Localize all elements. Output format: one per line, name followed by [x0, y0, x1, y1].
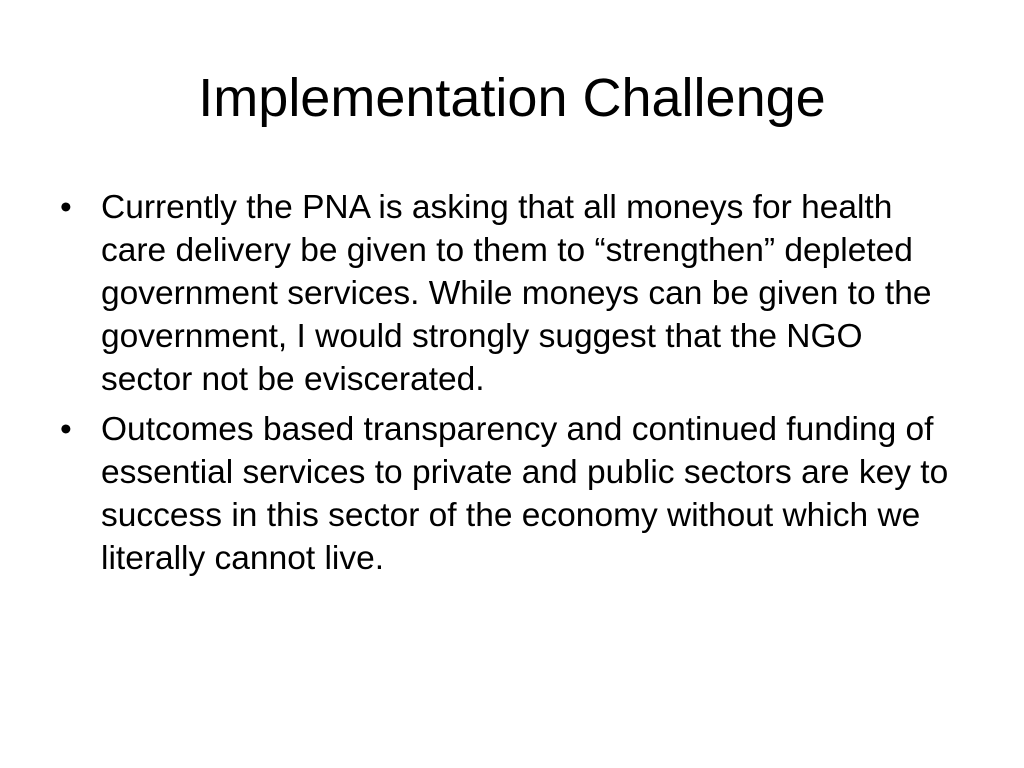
bullet-icon: •: [60, 189, 72, 226]
bullet-text: Outcomes based transparency and continued funding of essential services to private and public sectors are key to success in this sector of the economy without which we literally cannot live.: [101, 411, 949, 577]
slide-title: Implementation Challenge: [198, 68, 826, 128]
bullet-icon: •: [60, 411, 72, 448]
bullet-item: [60, 186, 960, 401]
bullet-text: Currently the PNA is asking that all moneys for health care delivery be given to them to “strengthen” depleted government services. While moneys can be given to the government, I would strongly suggest that the NGO sector not be eviscerated.: [101, 189, 932, 398]
bullet-item: [60, 408, 960, 580]
bullet-list: [60, 186, 960, 587]
